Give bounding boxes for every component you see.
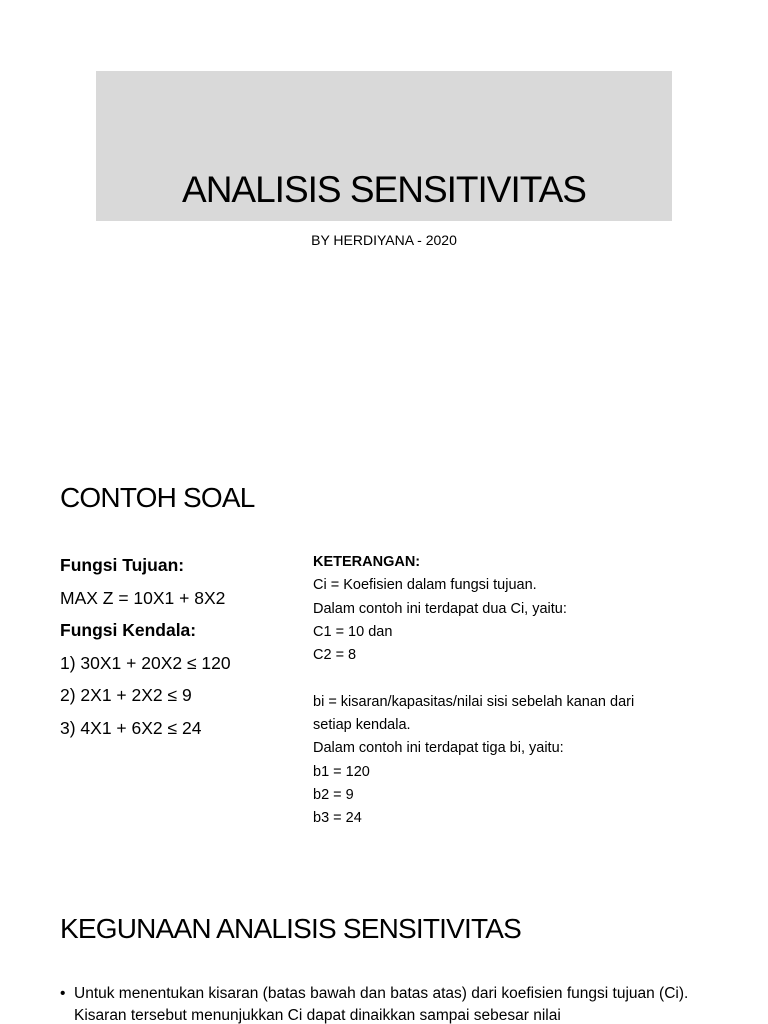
ci-line: C1 = 10 dan xyxy=(313,623,393,640)
objective-label: Fungsi Tujuan: xyxy=(60,555,185,575)
problem-formulation xyxy=(60,549,300,744)
explanation-block xyxy=(313,551,733,831)
ci-line: Dalam contoh ini terdapat dua Ci, yaitu: xyxy=(313,600,567,617)
bi-line: b2 = 9 xyxy=(313,786,354,803)
explanation-label: KETERANGAN: xyxy=(313,554,421,570)
ci-line: Ci = Koefisien dalam fungsi tujuan. xyxy=(313,577,537,594)
page-title: ANALISIS SENSITIVITAS xyxy=(182,169,586,210)
page-subtitle: BY HERDIYANA - 2020 xyxy=(311,232,457,248)
section-heading-contoh-soal: CONTOH SOAL xyxy=(60,482,255,513)
constraint-3: 3) 4X1 + 6X2 ≤ 24 xyxy=(60,717,202,738)
constraint-2: 2) 2X1 + 2X2 ≤ 9 xyxy=(60,685,192,705)
spacer xyxy=(313,667,733,690)
ci-line: C2 = 8 xyxy=(313,647,357,664)
constraints-label: Fungsi Kendala: xyxy=(60,620,197,640)
section-heading-kegunaan: KEGUNAAN ANALISIS SENSITIVITAS xyxy=(60,913,521,944)
constraint-1: 1) 30X1 + 20X2 ≤ 120 xyxy=(60,652,231,673)
bi-line: b3 = 24 xyxy=(313,810,362,827)
bi-line: setiap kendala. xyxy=(313,717,411,734)
bi-line: Dalam contoh ini terdapat tiga bi, yaitu: xyxy=(313,740,564,757)
bi-line: b1 = 120 xyxy=(313,763,370,780)
bi-line: bi = kisaran/kapasitas/nilai sisi sebelah kanan dari xyxy=(313,693,635,710)
bullet-icon: • xyxy=(60,985,66,1002)
bullet-text: Untuk menentukan kisaran (batas bawah dan batas atas) dari koefisien fungsi tujuan (Ci). Kisaran tersebut menunjukkan Ci dapat dinaikkan sampai sebesar nilai xyxy=(74,985,689,1024)
objective-function: MAX Z = 10X1 + 8X2 xyxy=(60,587,226,608)
list-item xyxy=(60,983,720,1024)
